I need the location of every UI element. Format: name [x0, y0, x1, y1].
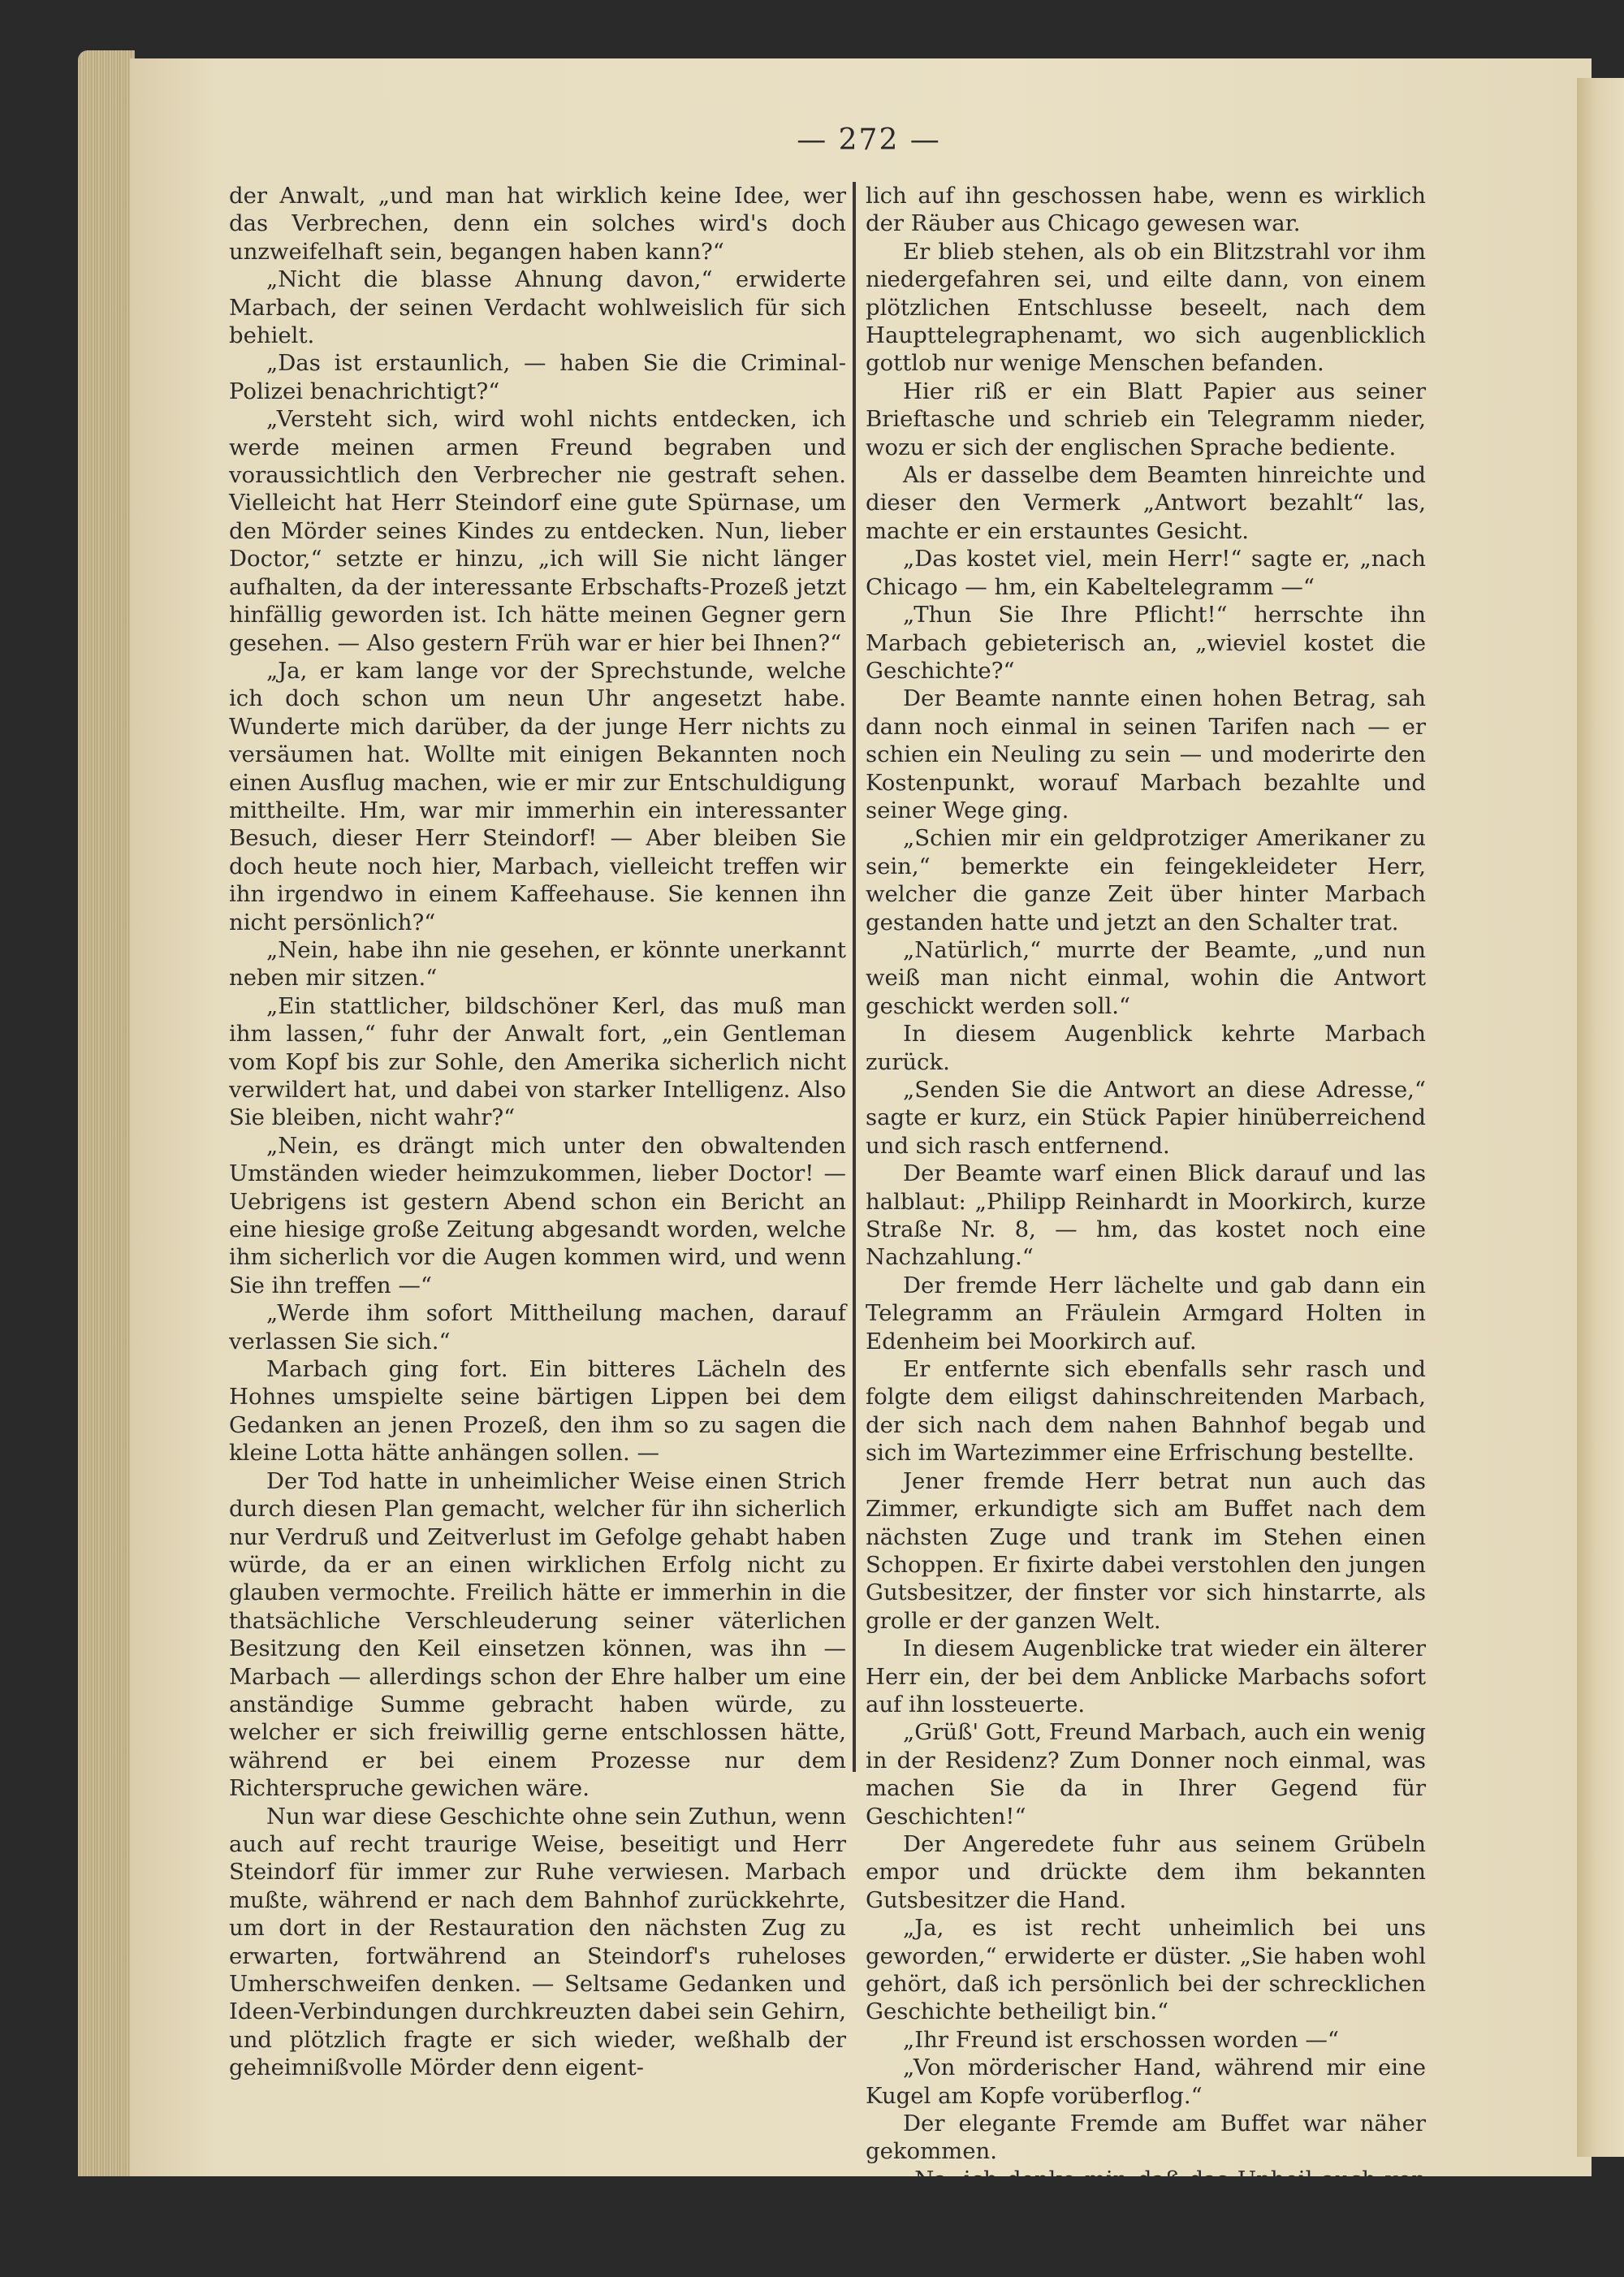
paragraph: „Na, ich denke mir, daß das Unheil auch von einem schlimmen Zufall, einem unvorsichtigen und ungeschickten Schützen herrühren kann,“ bemerkte der Landmann.	[866, 2166, 1426, 2277]
paragraph: der Anwalt, „und man hat wirklich keine Idee, wer das Verbrechen, denn ein solches wird's doch unzweifelhaft sein, begangen haben kann?“	[229, 183, 846, 265]
paragraph: Der Beamte nannte einen hohen Betrag, sah dann noch einmal in seinen Tarifen nach — er schien ein Neuling zu sein — und moderirte den Kostenpunkt, worauf Marbach bezahlte und seiner Wege ging.	[866, 685, 1426, 823]
paragraph: „Versteht sich, wird wohl nichts entdecken, ich werde meinen armen Freund begraben und voraussichtlich den Verbrecher nie gestraft sehen. Vielleicht hat Herr Steindorf eine gute Spürnase, um den Mörder seines Kindes zu entdecken. Nun, lieber Doctor,“ setzte er hinzu, „ich will Sie nicht länger aufhalten, da der interessante Erbschafts-Prozeß jetzt hinfällig geworden ist. Ich hätte meinen Gegner gern gesehen. — Also gestern Früh war er hier bei Ihnen?“	[229, 406, 846, 656]
paragraph: In diesem Augenblick kehrte Marbach zurück.	[866, 1021, 1426, 1075]
paragraph: „Ja, er kam lange vor der Sprechstunde, welche ich doch schon um neun Uhr angesetzt habe. Wunderte mich darüber, da der junge Herr nichts zu versäumen hat. Wollte mit einigen Bekannten noch einen Ausflug machen, wie er mir zur Entschuldigung mittheilte. Hm, war mir immerhin ein interessanter Besuch, dieser Herr Steindorf! — Aber bleiben Sie doch heute noch hier, Marbach, vielleicht treffen wir ihn irgendwo in einem Kaffeehause. Sie kennen ihn nicht persönlich?“	[229, 657, 846, 935]
paragraph: „Grüß' Gott, Freund Marbach, auch ein wenig in der Residenz? Zum Donner noch einmal, was machen Sie da in Ihrer Gegend für Geschichten!“	[866, 1719, 1426, 1830]
paragraph: Hier riß er ein Blatt Papier aus seiner Brieftasche und schrieb ein Telegramm nieder, wozu er sich der englischen Sprache bediente.	[866, 378, 1426, 460]
paragraph: Nun war diese Geschichte ohne sein Zuthun, wenn auch auf recht traurige Weise, beseitigt und Herr Steindorf für immer zur Ruhe verwiesen. Marbach mußte, während er nach dem Bahnhof zurückkehrte, um dort in der Restauration den nächsten Zug zu erwarten, fortwährend an Steindorf's ruheloses Umherschweifen denken. — Seltsame Gedanken und Ideen-Verbindungen durchkreuzten dabei sein Gehirn, und plötzlich fragte er sich wieder, weßhalb der geheimnißvolle Mörder denn eigent-	[229, 1803, 846, 2081]
paragraph: Der Beamte warf einen Blick darauf und las halblaut: „Philipp Reinhardt in Moorkirch, kurze Straße Nr. 8, — hm, das kostet noch eine Nachzahlung.“	[866, 1160, 1426, 1271]
paragraph: Der elegante Fremde am Buffet war näher gekommen.	[866, 2111, 1426, 2165]
paragraph: Der Angeredete fuhr aus seinem Grübeln empor und drückte dem ihm bekannten Gutsbesitzer die Hand.	[866, 1830, 1426, 1913]
paragraph: Marbach ging fort. Ein bitteres Lächeln des Hohnes umspielte seine bärtigen Lippen bei dem Gedanken an jenen Prozeß, den ihm so zu sagen die kleine Lotta hätte anhängen sollen. —	[229, 1356, 846, 1467]
facing-page-edge	[1577, 78, 1624, 2157]
paragraph: „Schien mir ein geldprotziger Amerikaner zu sein,“ bemerkte ein feingekleideter Herr, welcher die ganze Zeit über hinter Marbach gestanden hatte und jetzt an den Schalter trat.	[866, 825, 1426, 935]
paragraph: In diesem Augenblicke trat wieder ein älterer Herr ein, der bei dem Anblicke Marbachs sofort auf ihn lossteuerte.	[866, 1635, 1426, 1717]
paragraph: „Nein, es drängt mich unter den obwaltenden Umständen wieder heimzukommen, lieber Doctor! — Uebrigens ist gestern Abend schon ein Bericht an eine hiesige große Zeitung abgesandt worden, welche ihm sicherlich vor die Augen kommen wird, und wenn Sie ihn treffen —“	[229, 1132, 846, 1298]
paragraph: Er entfernte sich ebenfalls sehr rasch und folgte dem eiligst dahinschreitenden Marbach, der sich nach dem nahen Bahnhof begab und sich im Wartezimmer eine Erfrischung bestellte.	[866, 1356, 1426, 1467]
text-column-left	[229, 182, 846, 2082]
paragraph: „Ein stattlicher, bildschöner Kerl, das muß man ihm lassen,“ fuhr der Anwalt fort, „ein Gentleman vom Kopf bis zur Sohle, den Amerika sicherlich nicht verwildert hat, und dabei von starker Intelligenz. Also Sie bleiben, nicht wahr?“	[229, 992, 846, 1131]
paragraph: „Natürlich,“ murrte der Beamte, „und nun weiß man nicht einmal, wohin die Antwort geschickt werden soll.“	[866, 936, 1426, 1019]
book-page-edge	[78, 50, 135, 2176]
paragraph: „Das kostet viel, mein Herr!“ sagte er, „nach Chicago — hm, ein Kabeltelegramm —“	[866, 546, 1426, 600]
page-number: — 272 —	[797, 123, 941, 157]
paragraph: „Ihr Freund ist erschossen worden —“	[903, 2026, 1339, 2053]
paragraph: Jener fremde Herr betrat nun auch das Zimmer, erkundigte sich am Buffet nach dem nächsten Zuge und trank im Stehen einen Schoppen. Er fixirte dabei verstohlen den jungen Gutsbesitzer, der finster vor sich hinstarrte, als grolle er der ganzen Welt.	[866, 1467, 1426, 1634]
paragraph: Der Tod hatte in unheimlicher Weise einen Strich durch diesen Plan gemacht, welcher für ihn sicherlich nur Verdruß und Zeitverlust im Gefolge gehabt haben würde, da er an einen wirklichen Erfolg nicht zu glauben vermochte. Freilich hätte er immerhin in die thatsächliche Verschleuderung seiner väterlichen Besitzung den Keil einsetzen können, was ihn — Marbach — allerdings schon der Ehre halber um eine anständige Summe gebracht haben würde, zu welcher er sich freiwillig gerne entschlossen hätte, während er bei einem Prozesse nur dem Richterspruche gewichen wäre.	[229, 1467, 846, 1802]
paragraph: Als er dasselbe dem Beamten hinreichte und dieser den Vermerk „Antwort bezahlt“ las, machte er ein erstauntes Gesicht.	[866, 462, 1426, 544]
column-divider	[853, 182, 856, 1772]
paragraph: „Das ist erstaunlich, — haben Sie die Criminal-Polizei benachrichtigt?“	[229, 350, 846, 404]
paragraph: „Nein, habe ihn nie gesehen, er könnte unerkannt neben mir sitzen.“	[229, 936, 846, 992]
paragraph: „Werde ihm sofort Mittheilung machen, darauf verlassen Sie sich.“	[229, 1300, 846, 1355]
paragraph: „Nicht die blasse Ahnung davon,“ erwiderte Marbach, der seinen Verdacht wohlweislich für sich behielt.	[229, 266, 846, 349]
paragraph: Er blieb stehen, als ob ein Blitzstrahl vor ihm niedergefahren sei, und eilte dann, von einem plötzlichen Entschlusse beseelt, nach dem Haupttelegraphenamt, wo sich augenblicklich gottlob nur wenige Menschen befanden.	[866, 238, 1426, 377]
paragraph: Der fremde Herr lächelte und gab dann ein Telegramm an Fräulein Armgard Holten in Edenheim bei Moorkirch auf.	[866, 1272, 1426, 1355]
text-column-right	[866, 182, 1426, 2277]
paragraph: „Senden Sie die Antwort an diese Adresse,“ sagte er kurz, ein Stück Papier hinüberreichend und sich rasch entfernend.	[866, 1077, 1426, 1159]
paragraph: „Von mörderischer Hand, während mir eine Kugel am Kopfe vorüberflog.“	[866, 2054, 1426, 2109]
paragraph: „Ja, es ist recht unheimlich bei uns geworden,“ erwiderte er düster. „Sie haben wohl gehört, daß ich persönlich bei der schrecklichen Geschichte betheiligt bin.“	[866, 1915, 1426, 2025]
paragraph: „Thun Sie Ihre Pflicht!“ herrschte ihn Marbach gebieterisch an, „wieviel kostet die Geschichte?“	[866, 602, 1426, 684]
paragraph: lich auf ihn geschossen habe, wenn es wirklich der Räuber aus Chicago gewesen war.	[866, 183, 1426, 237]
